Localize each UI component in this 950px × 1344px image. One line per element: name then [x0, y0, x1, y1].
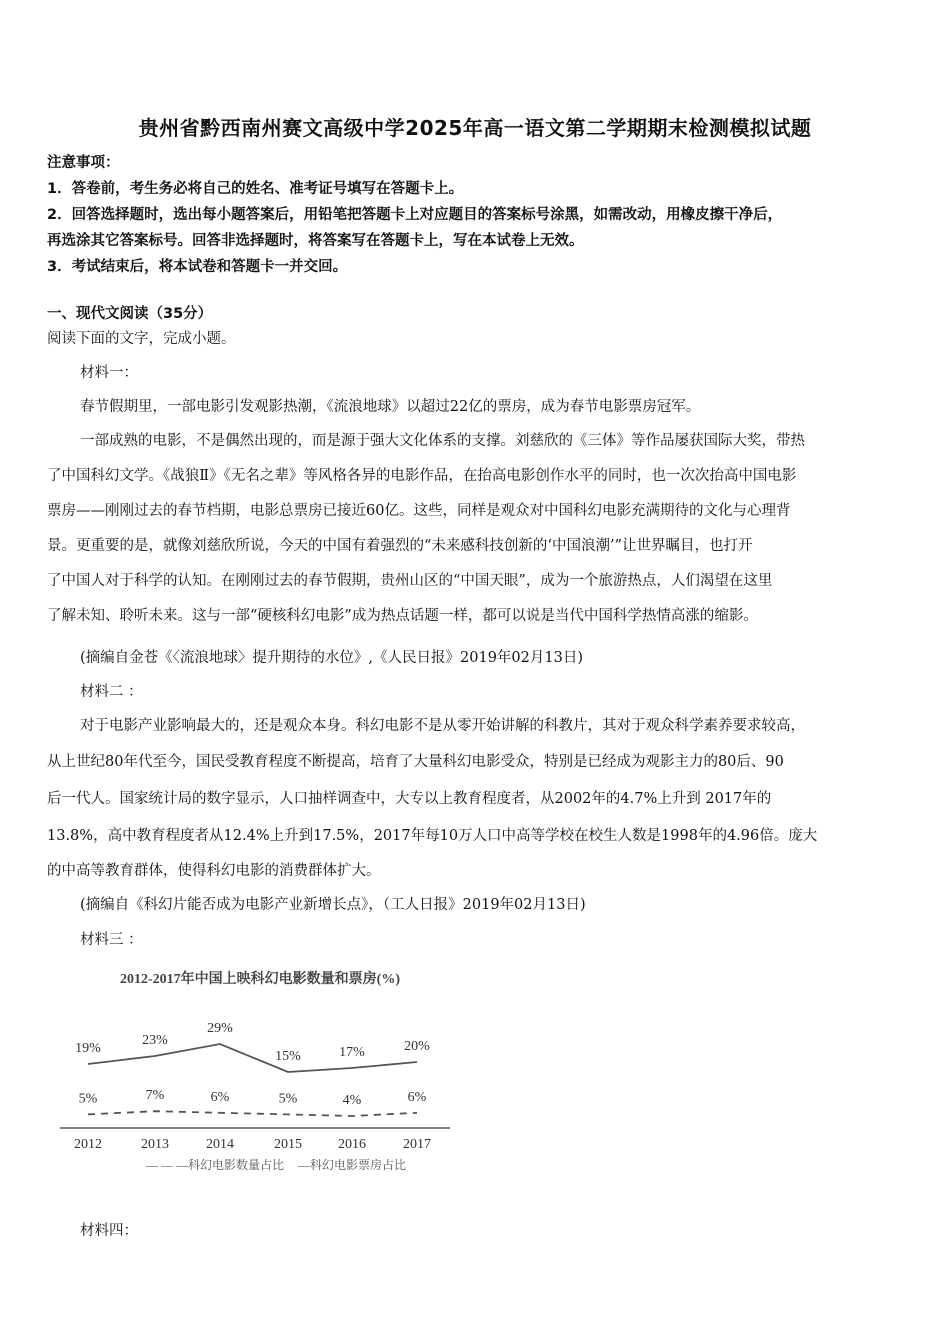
paragraph-line: 后一代人。国家统计局的数字显示，人口抽样调查中，大专以上教育程度者，从2002年的4.7%上升到 2017年的 — [47, 791, 772, 807]
data-label: 29% — [207, 1021, 233, 1036]
paragraph-line: 13.8%，高中教育程度者从12.4%上升到17.5%，2017年每10万人口中高等学校在校生人数是1998年的4.96倍。庞大 — [47, 828, 818, 844]
notice-item: 2．回答选择题时，选出每小题答案后，用铅笔把答题卡上对应题目的答案标号涂黑，如需改动，用橡皮擦干净后， — [47, 207, 783, 223]
data-label: 5% — [278, 1091, 298, 1107]
data-label: 5% — [78, 1091, 98, 1107]
data-label: 19% — [75, 1041, 101, 1056]
data-label: 23% — [142, 1033, 168, 1048]
x-tick-label: 2013 — [141, 1137, 169, 1152]
x-tick-label: 2016 — [338, 1137, 366, 1152]
data-label: 7% — [145, 1088, 165, 1104]
legend-quantity: — — —科幻电影数量占比 — [145, 1158, 285, 1172]
material-label: 材料四： — [80, 1223, 138, 1239]
paragraph-line: 了解未知、聆听未来。这与一部“硬核科幻电影”成为热点话题一样，都可以说是当代中国科学热情高涨的缩影。 — [47, 608, 758, 624]
source-citation: (摘编自《科幻片能否成为电影产业新增长点》，（工人日报》2019年02月13日) — [80, 897, 586, 913]
paragraph-line: 的中高等教育群体，使得科幻电影的消费群体扩大。 — [47, 863, 381, 879]
data-label: 4% — [342, 1093, 362, 1108]
section-instruction: 阅读下面的文字，完成小题。 — [47, 331, 236, 347]
paragraph-line: 了中国人对于科学的认知。在刚刚过去的春节假期，贵州山区的“中国天眼”，成为一个旅游热点，人们渴望在这里 — [47, 573, 773, 589]
material-label: 材料三 ： — [80, 932, 143, 948]
legend-boxoffice: —科幻电影票房占比 — [297, 1158, 407, 1172]
page-title: 贵州省黔西南州赛文高级中学2025年高一语文第二学期期末检测模拟试题 — [138, 116, 812, 140]
boxoffice-series-line — [88, 1044, 417, 1072]
paragraph-line: 从上世纪80年代至今，国民受教育程度不断提高，培育了大量科幻电影受众，特别是已经成为观影主力的80后、90 — [47, 754, 784, 770]
notice-section — [47, 150, 907, 280]
paragraph-line: 票房——刚刚过去的春节档期，电影总票房已接近60亿。这些，同样是观众对中国科幻电影充满期待的文化与心理背 — [47, 503, 791, 519]
data-label: 20% — [404, 1039, 430, 1054]
x-tick-label: 2017 — [403, 1137, 431, 1152]
x-tick-label: 2012 — [74, 1137, 102, 1152]
notice-heading: 注意事项： — [47, 155, 120, 171]
data-label: 15% — [275, 1049, 301, 1064]
section-heading: 一、现代文阅读（35分） — [47, 306, 213, 322]
paragraph-line: 春节假期里，一部电影引发观影热潮，《流浪地球》以超过22亿的票房，成为春节电影票房冠军。 — [80, 399, 701, 415]
x-tick-label: 2014 — [206, 1137, 234, 1152]
paragraph-line: 对于电影产业影响最大的，还是观众本身。科幻电影不是从零开始讲解的科教片，其对于观众科学素养要求较高， — [80, 718, 805, 734]
chart-title: 2012-2017年中国上映科幻电影数量和票房(%) — [120, 972, 400, 987]
notice-item: 1．答卷前，考生务必将自己的姓名、准考证号填写在答题卡上。 — [47, 181, 464, 197]
x-tick-label: 2015 — [274, 1137, 302, 1152]
material-label: 材料一： — [80, 365, 138, 381]
paragraph-line: 一部成熟的电影，不是偶然出现的，而是源于强大文化体系的支撑。刘慈欣的《三体》等作品屡获国际大奖，带热 — [80, 433, 805, 449]
paragraph-line: 景。更重要的是，就像刘慈欣所说，今天的中国有着强烈的“未来感科技创新的‘中国浪潮’”让世界瞩目，也打开 — [47, 538, 753, 554]
quantity-series-line — [88, 1111, 417, 1116]
data-label: 6% — [407, 1089, 427, 1105]
data-label: 6% — [210, 1089, 230, 1105]
data-label: 17% — [339, 1045, 365, 1060]
material-label: 材料二 ： — [80, 684, 143, 700]
paragraph-line: 了中国科幻文学。《战狼Ⅱ》《无名之辈》等风格各异的电影作品，在抬高电影创作水平的同时，也一次次抬高中国电影 — [47, 468, 797, 484]
line-chart — [60, 962, 460, 1182]
source-citation: (摘编自金苍《〈流浪地球〉提升期待的水位》,《人民日报》2019年02月13日) — [80, 650, 583, 666]
notice-item: 再选涂其它答案标号。回答非选择题时，将答案写在答题卡上，写在本试卷上无效。 — [47, 233, 584, 249]
notice-item: 3．考试结束后，将本试卷和答题卡一并交回。 — [47, 259, 348, 275]
